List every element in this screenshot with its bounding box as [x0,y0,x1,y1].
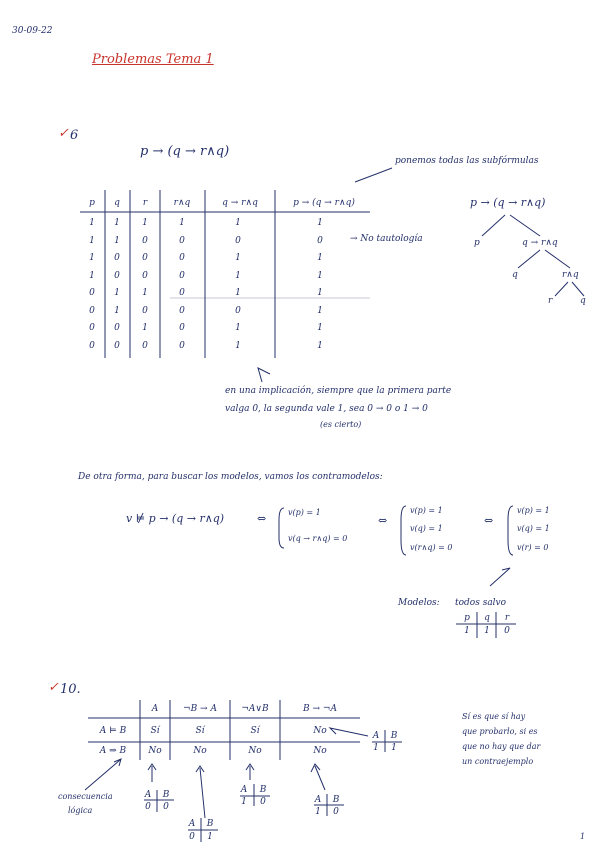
step-1-line-2: v(q → r∧q) = 0 [288,534,348,543]
explanation-line-2: valga 0, la segunda vale 1, sea 0 → 0 o 1 → 0 [225,404,428,414]
problem-6-number: 6 [70,128,79,143]
tt-cell: 1 [317,340,323,351]
step-0: v ⊭ p → (q → r∧q) [126,512,225,525]
mini3-row-a: 1 [241,797,247,807]
side-row-a: 1 [373,743,379,753]
step-2-line-1: v(p) = 1 [410,506,443,515]
tt-header-q: q [114,198,120,208]
mini2-head-a: A [188,819,196,829]
mini4-row-a: 1 [315,807,321,817]
tt-cell: 0 [142,340,148,351]
p10-r1-c2: Sí [195,726,205,736]
mini3-head-b: B [259,785,267,795]
iff-1: ⇔ [257,512,267,525]
mini1-row-b: 0 [163,802,169,812]
tt-cell: 0 [142,235,148,246]
consequence-label-2: lógica [68,806,93,815]
explanation-line-3: (es cierto) [320,420,362,429]
tt-cell: 0 [114,270,120,281]
subformulas-note: ponemos todas las subfórmulas [395,156,539,166]
p10-r2-c3: No [248,746,262,756]
tt-cell: 0 [317,235,323,246]
tt-cell: 1 [89,253,95,263]
p10-header-3: ¬A∨B [241,704,269,714]
mini3-row-b: 0 [260,797,266,807]
step-3-line-2: v(q) = 1 [517,524,550,533]
check-mark-10: ✓ [48,680,59,695]
side-head-a: A [372,731,380,741]
mini4-head-a: A [314,795,322,805]
problem-10-number: 10. [60,682,81,697]
p10-r1-c1: Sí [150,726,160,736]
tt-cell: 0 [114,340,120,351]
tt-header-randq: r∧q [173,198,191,208]
tt-cell: 1 [235,253,241,263]
tt-cell: 0 [179,323,185,333]
step-3-line-3: v(r) = 0 [517,543,549,552]
mini2-row-a: 0 [189,832,195,842]
tree-right-left: q [512,270,518,280]
other-way-text: De otra forma, para buscar los modelos, vamos los contramodelos: [78,472,383,482]
models-head-q: q [484,613,490,623]
tt-cell: 0 [89,288,95,298]
tt-cell: 0 [179,288,185,298]
p10-row-label-2: A ⇒ B [99,746,127,756]
tree-root: p → (q → r∧q) [470,196,546,209]
mini1-head-b: B [162,790,170,800]
step-1-line-1: v(p) = 1 [288,508,321,517]
tt-cell: 0 [142,253,148,263]
tree-right: q → r∧q [522,238,558,248]
side-note-1: Sí es que sí hay [462,712,526,721]
side-row-b: 1 [391,743,397,753]
p10-r1-c3: Sí [250,726,260,736]
p10-row-label-1: A ⊨ B [99,726,127,736]
tt-cell: 1 [235,323,241,333]
tt-cell: 0 [114,253,120,263]
side-head-b: B [390,731,398,741]
tt-cell: 0 [235,305,241,316]
mini3-head-a: A [240,785,248,795]
page-number: 1 [580,832,586,841]
check-mark-6: ✓ [58,126,69,141]
models-text: todos salvo [455,598,507,608]
tt-cell: 1 [317,218,323,228]
models-head-p: p [464,613,470,623]
tt-cell: 1 [114,305,120,316]
tt-header-main: p → (q → r∧q) [293,198,355,208]
tt-cell: 1 [235,340,241,351]
step-2-line-3: v(r∧q) = 0 [410,543,453,552]
tt-cell: 0 [89,340,95,351]
tree-leaf-q: q [580,296,586,306]
p10-header-4: B → ¬A [303,704,337,714]
tt-header-r: r [142,198,148,208]
p10-r2-c1: No [148,746,162,756]
consequence-label-1: consecuencia [58,792,113,801]
tt-cell: 0 [179,235,185,246]
side-note-2: que probarlo, si es [462,727,538,736]
p10-header-2: ¬B → A [183,704,217,714]
step-3-line-1: v(p) = 1 [517,506,550,515]
tt-cell: 1 [317,253,323,263]
tt-cell: 0 [89,323,95,333]
side-note-4: un contraejemplo [462,757,534,766]
p10-r1-c4: No [313,726,327,736]
tt-cell: 1 [142,288,148,298]
tt-cell: 0 [114,323,120,333]
tt-cell: 1 [317,288,323,298]
no-tautology-note: → No tautología [350,234,423,244]
tt-cell: 1 [317,305,323,316]
tt-cell: 1 [89,218,95,228]
tree-left: p [474,238,480,248]
mini2-row-b: 1 [207,832,213,842]
p10-r2-c2: No [193,746,207,756]
date: 30-09-22 [12,26,53,36]
mini4-row-b: 0 [333,807,339,817]
tt-cell: 1 [235,270,241,281]
tt-cell: 0 [142,270,148,281]
tt-cell: 1 [114,235,120,246]
mini4-head-b: B [332,795,340,805]
p10-r2-c4: No [313,746,327,756]
problem-6-formula: p → (q → r∧q) [140,144,230,159]
p10-header-a: A [151,704,159,714]
tt-header-p: p [89,198,95,208]
tt-cell: 1 [235,288,241,298]
tt-cell: 1 [114,288,120,298]
models-row-q: 1 [484,626,490,636]
tree-right-right: r∧q [562,270,579,280]
tt-cell: 0 [179,340,185,351]
mini2-head-b: B [206,819,214,829]
tt-cell: 1 [89,235,95,246]
tt-cell: 0 [179,305,185,316]
side-note-3: que no hay que dar [462,742,541,751]
tt-cell: 1 [179,218,185,228]
models-label: Modelos: [398,598,440,608]
iff-3: ⇔ [484,514,494,527]
tt-cell: 1 [317,270,323,281]
mini1-head-a: A [144,790,152,800]
tt-cell: 1 [89,270,95,281]
tt-cell: 1 [317,323,323,333]
tt-cell: 1 [114,218,120,228]
iff-2: ⇔ [378,514,388,527]
page-title: Problemas Tema 1 [92,52,214,67]
tt-cell: 1 [142,323,148,333]
tt-cell: 0 [179,270,185,281]
tree-leaf-r: r [548,296,553,306]
mini1-row-a: 0 [145,802,151,812]
tt-cell: 0 [89,305,95,316]
models-row-p: 1 [464,626,470,636]
tt-cell: 1 [235,218,241,228]
tt-cell: 0 [142,305,148,316]
tt-header-q-impl: q → r∧q [222,198,258,208]
tt-cell: 0 [179,253,185,263]
tt-cell: 1 [142,218,148,228]
explanation-line-1: en una implicación, siempre que la primera parte [225,386,452,396]
models-head-r: r [504,613,510,623]
step-2-line-2: v(q) = 1 [410,524,443,533]
tt-cell: 0 [235,235,241,246]
models-row-r: 0 [504,626,510,636]
